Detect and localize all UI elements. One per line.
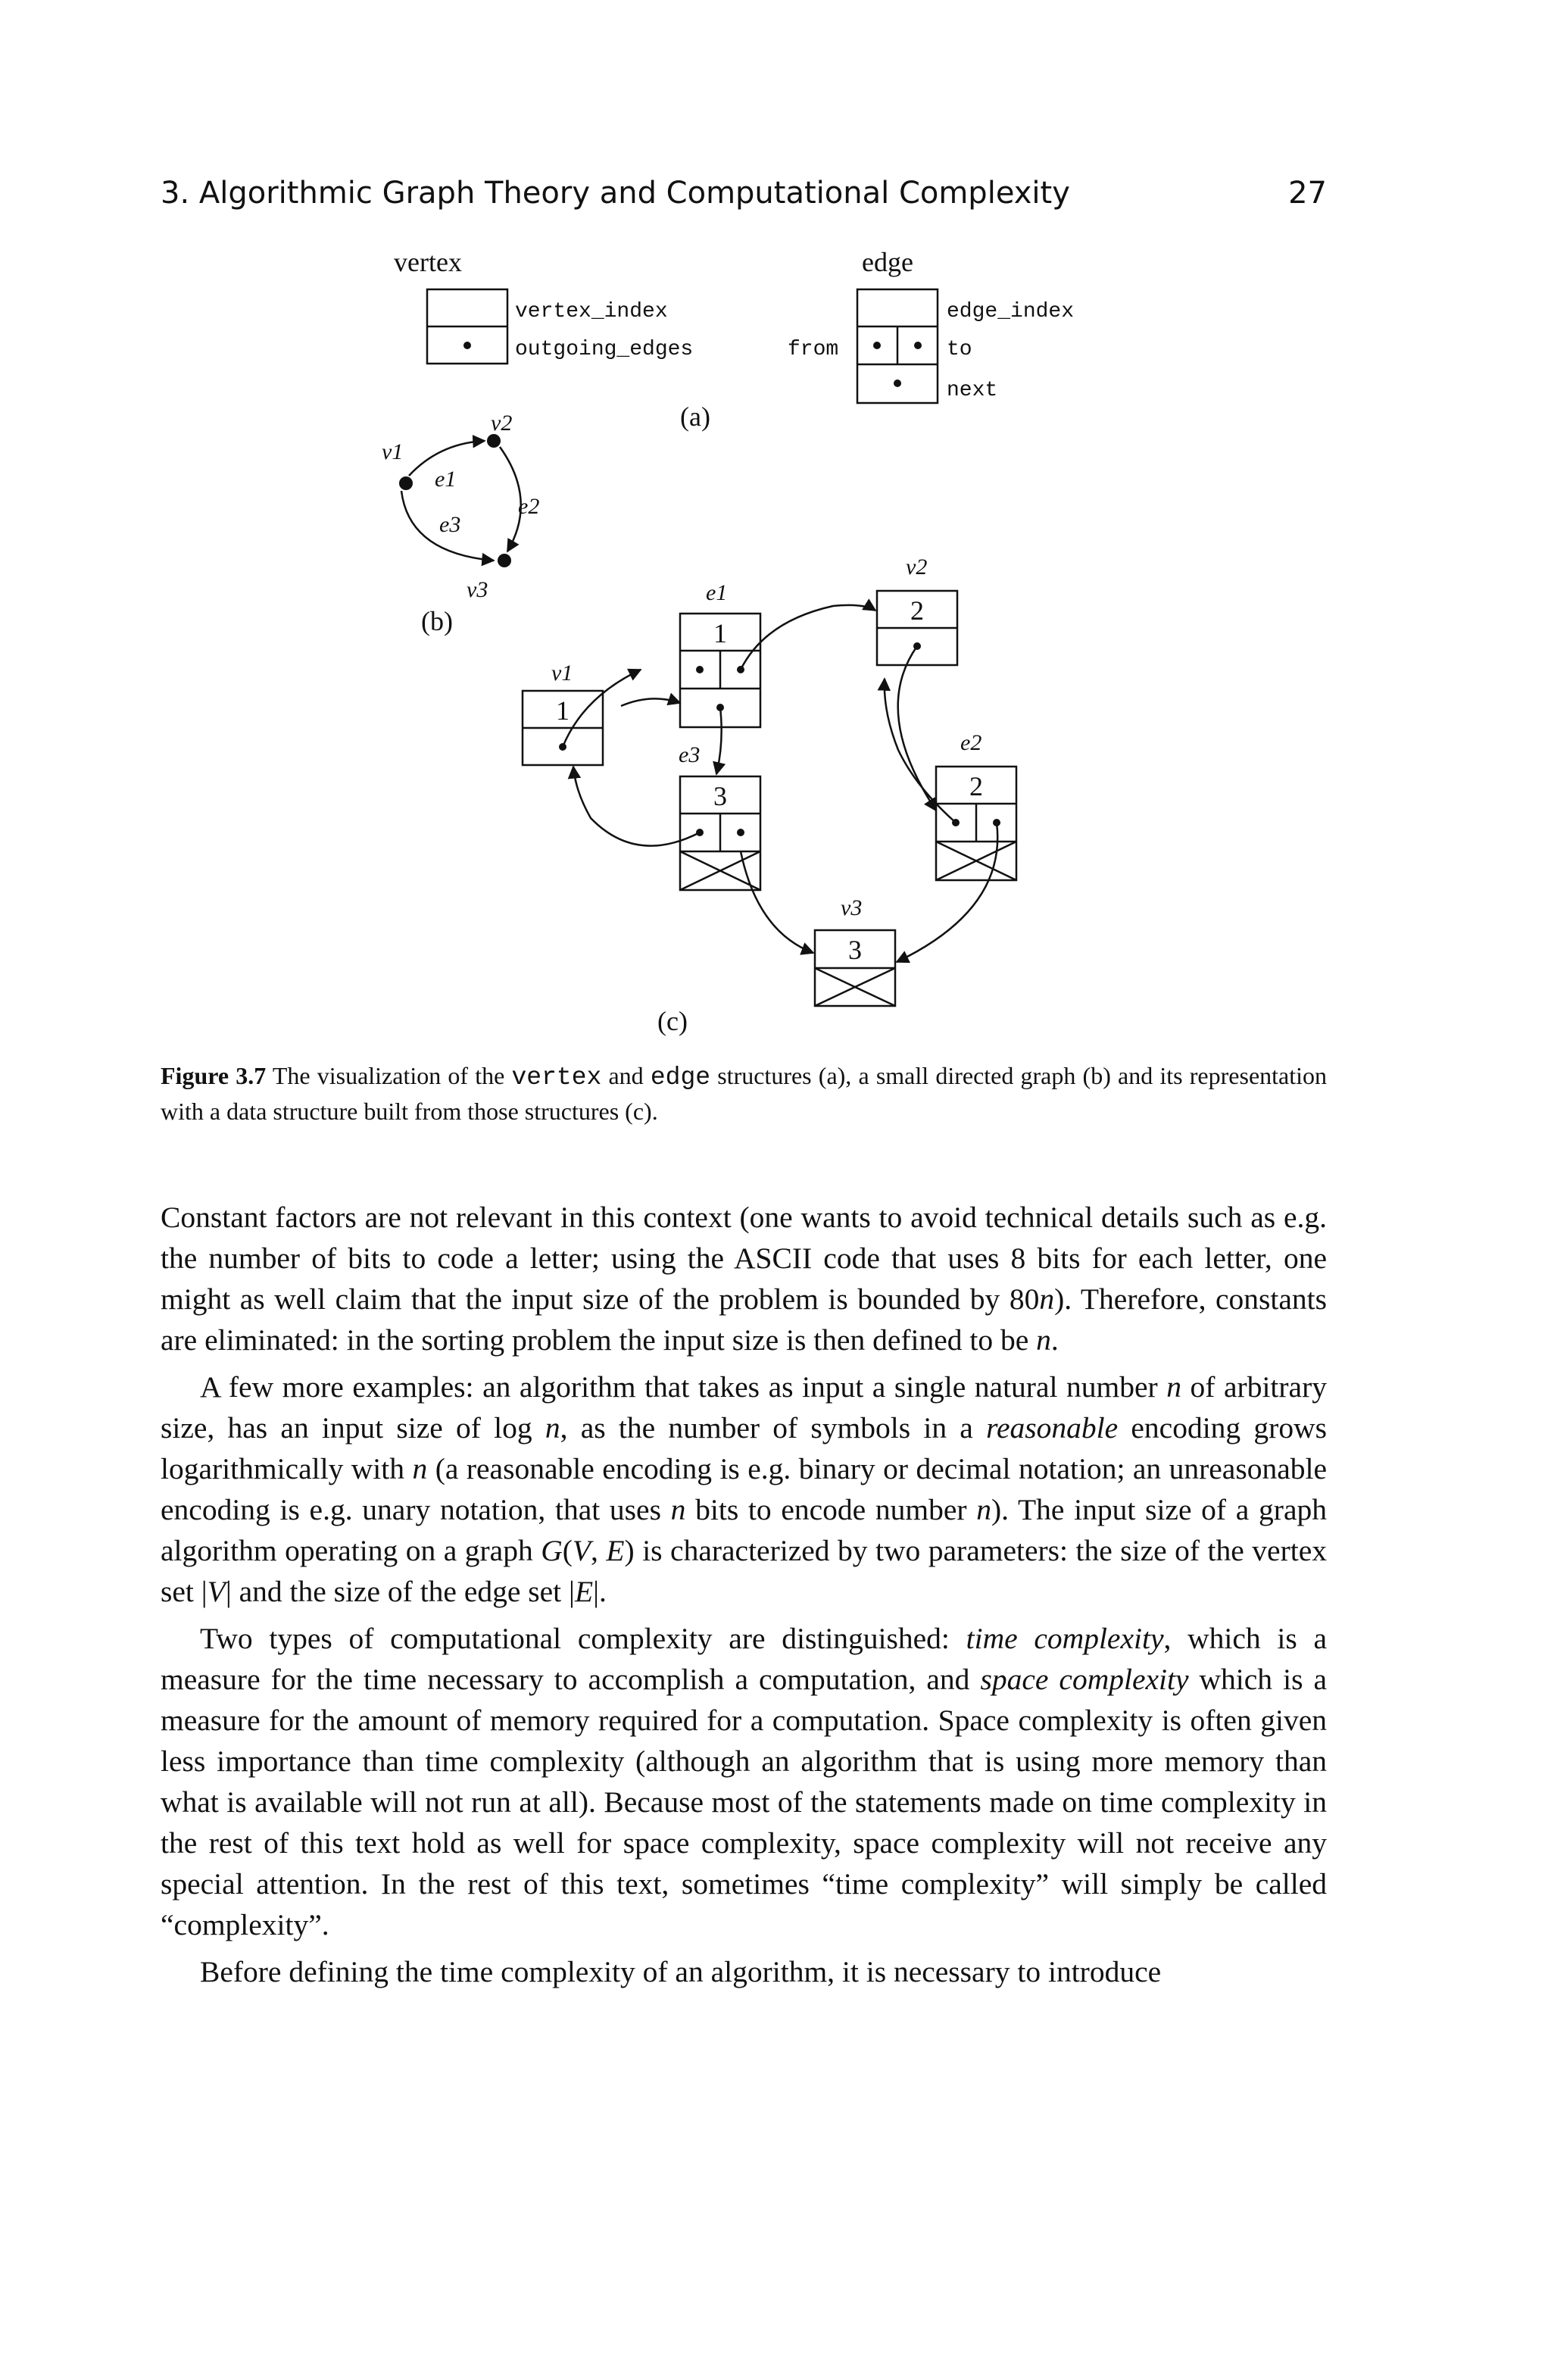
caption-label: Figure 3.7 — [161, 1062, 267, 1089]
graph-label-e3: e3 — [439, 512, 461, 537]
graph-label-e2: e2 — [518, 494, 540, 519]
body-text — [161, 1197, 1327, 1998]
paragraph-3: Two types of computational complexity are distinguished: time complexity, which is a measure for the time necessary to accomplish a computation, and space complexity which is a measure for the amount of memory required for a computation. Space complexity is often given less importance than time complexity (although an algorithm that is using more memory than what is available will not run at all). Because most of the statements made on time complexity in the rest of this text hold as well for space complexity, space complexity will not receive any special attention. In the rest of this text, sometimes “time complexity” will simply be called “complexity”. — [161, 1622, 1327, 1941]
pointer-e1-next-e3 — [716, 707, 722, 774]
vertex-index-v2: 2 — [910, 595, 924, 626]
pointer-v1-outgoing-e1 — [563, 670, 641, 747]
graph-vertex-v2 — [487, 434, 501, 448]
edge-field-next: next — [947, 379, 998, 402]
paragraph-4: Before defining the time complexity of an algorithm, it is necessary to introduce — [200, 1955, 1162, 1988]
panel-a-label: (a) — [680, 401, 710, 432]
vertex-index-v1: 1 — [556, 695, 570, 726]
edge-field-edge-index: edge_index — [947, 300, 1075, 323]
caption-text: structures (a), a small directed graph (b) and its representation with a data structure built from those structures (c). — [161, 1062, 1328, 1125]
running-head — [161, 176, 1327, 221]
graph-label-v1: v1 — [382, 439, 404, 464]
graph-vertex-v3 — [498, 554, 511, 567]
vertex-index-v3: 3 — [848, 935, 862, 965]
vertex-struct-title: vertex — [394, 247, 462, 277]
pointer-v1-to-e1 — [621, 698, 680, 706]
edge-to-dot — [914, 342, 922, 349]
paragraph-2: A few more examples: an algorithm that takes as input a single natural number n of arbitrary size, has an input size of log n, as the number of symbols in a reasonable encoding grows logarithmically with n (a reasonable encoding is e.g. binary or decimal notation; an unreasonable encoding is e.g. unary notation, that uses n bits to encode number n). The input size of a graph algorithm operating on a graph G(V, E) is characterized by two parameters: the size of the vertex set |V| and the size of the edge set |E|. — [161, 1370, 1328, 1608]
edge-field-from: from — [788, 338, 839, 361]
caption-code-vertex: vertex — [511, 1064, 602, 1092]
node-label-v1: v1 — [551, 661, 573, 686]
caption-text: and — [601, 1062, 651, 1089]
vertex-field-vertex-index: vertex_index — [515, 300, 668, 323]
page-number: 27 — [1288, 176, 1327, 211]
figure-3-7 — [0, 227, 1551, 1045]
vertex-struct-box — [427, 289, 507, 364]
node-label-v3: v3 — [841, 895, 863, 920]
pointer-e2-to-v3 — [897, 823, 997, 962]
edge-field-to: to — [947, 338, 972, 361]
panel-a-structures — [394, 247, 1074, 432]
edge-next-dot — [894, 379, 901, 387]
chapter-title: 3. Algorithmic Graph Theory and Computational Complexity — [161, 176, 1070, 211]
panel-c-label: (c) — [657, 1006, 688, 1036]
pointer-v2-outgoing-e2 — [898, 646, 936, 811]
node-label-v2: v2 — [906, 554, 928, 579]
edge-index-e1: 1 — [713, 618, 727, 648]
edge-from-dot — [873, 342, 881, 349]
panel-c-structure — [523, 554, 1016, 1036]
outgoing-edges-pointer-dot — [463, 342, 471, 349]
caption-code-edge: edge — [650, 1064, 711, 1092]
vertex-field-outgoing-edges: outgoing_edges — [515, 338, 694, 361]
pointer-e2-from-v2 — [885, 679, 956, 823]
graph-vertex-v1 — [399, 476, 413, 490]
caption-text: The visualization of the — [266, 1062, 512, 1089]
panel-b-label: (b) — [421, 606, 453, 636]
figure-caption — [161, 1059, 1327, 1128]
node-label-e2: e2 — [960, 730, 982, 755]
pointer-e3-from-v3 — [741, 851, 813, 953]
edge-index-e2: 2 — [969, 771, 983, 801]
panel-b-graph — [382, 411, 539, 636]
edge-index-e3: 3 — [713, 781, 727, 811]
edge-struct-title: edge — [862, 247, 913, 277]
graph-label-v2: v2 — [491, 411, 513, 436]
paragraph-1: Constant factors are not relevant in this context (one wants to avoid technical details such as e.g. the number of bits to code a letter; using the ASCII code that uses 8 bits for each letter, one might as well claim that the input size of the problem is bounded by 80n). Therefore, constants are eliminated: in the sorting problem the input size is then defined to be n. — [161, 1201, 1327, 1357]
graph-label-e1: e1 — [435, 467, 457, 492]
node-label-e3: e3 — [679, 742, 701, 767]
node-label-e1: e1 — [706, 580, 728, 605]
graph-label-v3: v3 — [467, 577, 488, 602]
